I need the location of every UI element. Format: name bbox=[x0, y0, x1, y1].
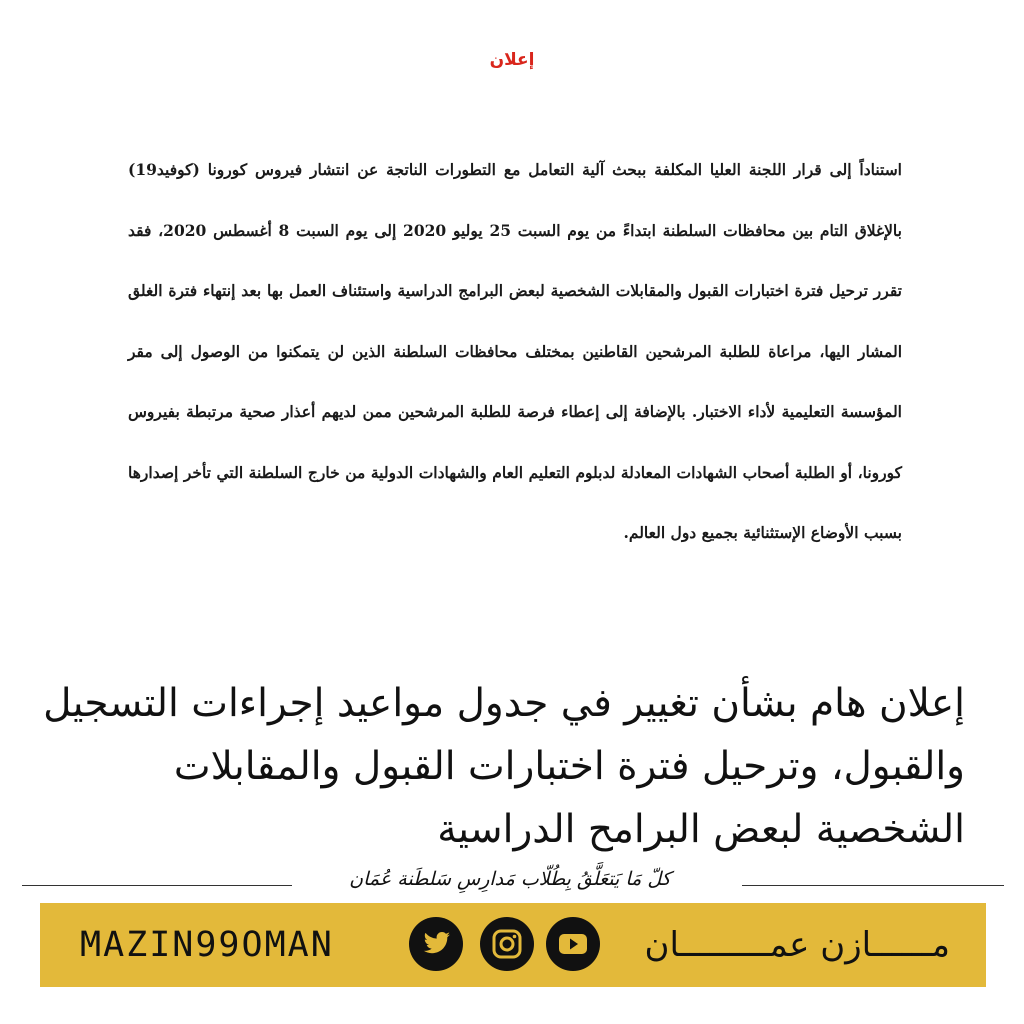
twitter-icon bbox=[409, 917, 463, 971]
brand-bar bbox=[40, 903, 986, 987]
instagram-icon bbox=[480, 917, 534, 971]
tagline: كلّ مَا يَتعَلَّقُ بِطُلّاب مَدارِسِ سَلطَنة عُمَان bbox=[349, 868, 671, 890]
divider-right bbox=[742, 885, 1004, 886]
divider-left bbox=[22, 885, 292, 886]
social-handle: MAZIN99OMAN bbox=[80, 925, 334, 965]
youtube-icon bbox=[546, 917, 600, 971]
announcement-body: استناداً إلى قرار اللجنة العليا المكلفة ببحث آلية التعامل مع التطورات الناتجة عن انتشار فيروس كورونا (كوفيد19) بالإغلاق التام بين محافظات السلطنة ابتداءً من يوم السبت 25 يوليو 2020 إلى يوم السبت 8 أغسطس 2020، فقد تقرر ترحيل فترة اختبارات القبول والمقابلات الشخصية لبعض البرامج الدراسية واستئناف العمل بها بعد إنتهاء فترة الغلق المشار اليها، مراعاة للطلبة المرشحين القاطنين بمختلف محافظات السلطنة الذين لن يتمكنوا من الوصول إلى مقر المؤسسة التعليمية لأداء الاختبار. بالإضافة إلى إعطاء فرصة للطلبة المرشحين ممن لديهم أعذار صحية مرتبطة بفيروس كورونا، أو الطلبة أصحاب الشهادات المعادلة لدبلوم التعليم العام والشهادات الدولية من خارج السلطنة التي تأخر إصدارها بسبب الأوضاع الإستثنائية بجميع دول العالم. bbox=[128, 160, 902, 542]
headline: إعلان هام بشأن تغيير في جدول مواعيد إجراءات التسجيل والقبول، وترحيل فترة اختبارات القبول والمقابلات الشخصية لبعض البرامح الدراسية bbox=[43, 681, 965, 852]
announcement-label: إعلان bbox=[489, 50, 535, 70]
brand-name: مــــــازن عمـــــــــان bbox=[644, 925, 950, 965]
